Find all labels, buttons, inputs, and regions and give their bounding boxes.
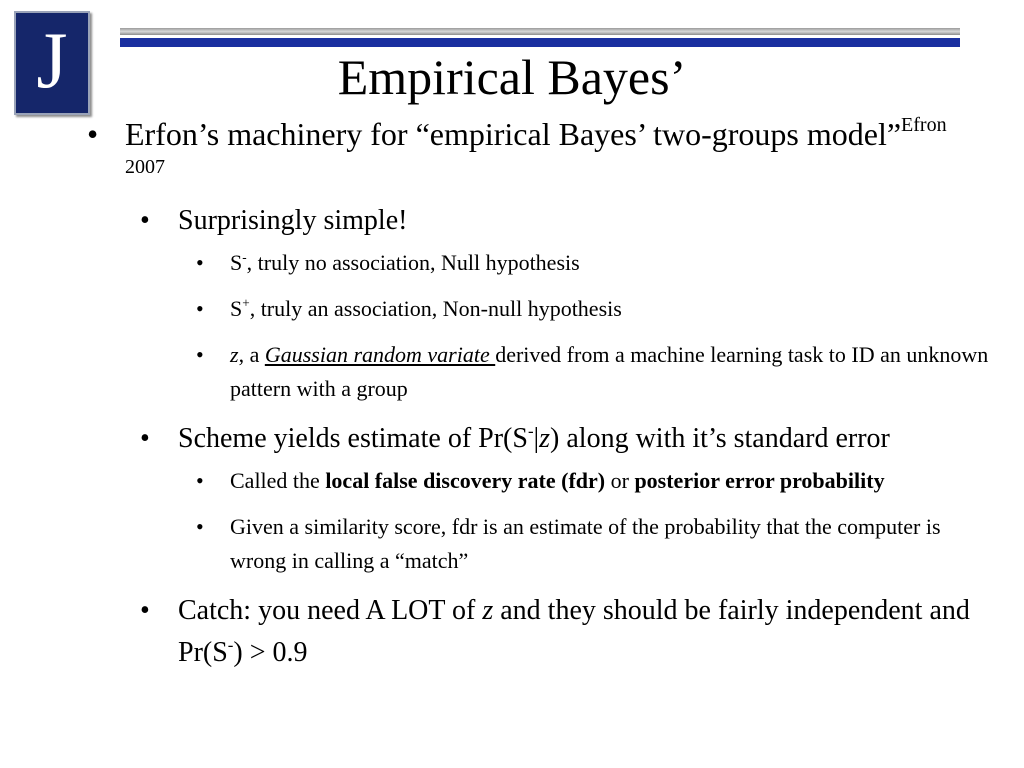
bold-term: local false discovery rate (fdr) bbox=[325, 468, 606, 493]
bullet-glyph: • bbox=[87, 116, 99, 152]
bullet-z bbox=[0, 338, 1024, 406]
header-rule-gray bbox=[120, 28, 960, 35]
bullet-text: Given a similarity score, fdr is an estimate of the probability that the computer is wrong in calling a “match” bbox=[230, 514, 941, 573]
bullet-text: Scheme yields estimate of Pr(S bbox=[178, 423, 528, 454]
bullet-glyph: • bbox=[140, 595, 150, 626]
bullet-text: ) > 0.9 bbox=[233, 637, 308, 668]
bullet-glyph: • bbox=[196, 468, 204, 493]
bar: | bbox=[533, 423, 540, 454]
bullet-text: and they should be fairly independent and Pr(S bbox=[178, 595, 970, 668]
bullet-catch bbox=[0, 590, 1024, 674]
symbol: S bbox=[230, 250, 243, 275]
bullet-glyph: • bbox=[196, 514, 204, 539]
bullet-s-minus bbox=[0, 246, 1024, 280]
bullet-text: , a bbox=[238, 342, 265, 367]
bullet-text: Surprisingly simple! bbox=[178, 205, 408, 236]
bullet-scheme bbox=[0, 418, 1024, 460]
z-variable: z bbox=[539, 423, 551, 454]
z-variable: z bbox=[482, 595, 494, 626]
slide-title: Empirical Bayes’ bbox=[337, 49, 687, 105]
bullet-glyph: • bbox=[196, 250, 204, 275]
citation: Efron 2007 bbox=[125, 114, 947, 178]
superscript: - bbox=[242, 249, 247, 265]
superscript: - bbox=[527, 421, 534, 441]
bullet-called bbox=[0, 464, 1024, 498]
bullet-given bbox=[0, 510, 1024, 578]
superscript: + bbox=[242, 295, 250, 311]
logo-letter: J bbox=[36, 17, 68, 105]
bullet-s-plus bbox=[0, 292, 1024, 326]
bullet-text: derived from a machine learning task to ID an unknown pattern with a group bbox=[230, 342, 989, 401]
bullet-text: Called the bbox=[230, 468, 326, 493]
bullet-glyph: • bbox=[140, 423, 150, 454]
bullet-text: ) along with it’s standard error bbox=[550, 423, 890, 454]
bullet-text: Erfon’s machinery for “empirical Bayes’ two-groups model” bbox=[125, 116, 902, 152]
z-variable: z bbox=[230, 342, 239, 367]
bullet-text: or bbox=[605, 468, 635, 493]
bullet-text: Catch: you need A LOT of bbox=[178, 595, 483, 626]
bold-term: posterior error probability bbox=[634, 468, 885, 493]
bullet-glyph: • bbox=[140, 205, 150, 236]
slide-content bbox=[0, 113, 1024, 678]
symbol: S bbox=[230, 296, 243, 321]
bullet-glyph: • bbox=[196, 342, 204, 367]
header-rule-blue bbox=[120, 38, 960, 47]
bullet-text: , truly an association, Non-null hypothesis bbox=[249, 296, 622, 321]
bullet-glyph: • bbox=[196, 296, 204, 321]
superscript: - bbox=[227, 635, 234, 655]
bullet-simple bbox=[0, 200, 1024, 242]
gaussian-link[interactable]: Gaussian random variate bbox=[264, 342, 496, 367]
bullet-text: , truly no association, Null hypothesis bbox=[246, 250, 580, 275]
bullet-erfon bbox=[0, 113, 1024, 197]
